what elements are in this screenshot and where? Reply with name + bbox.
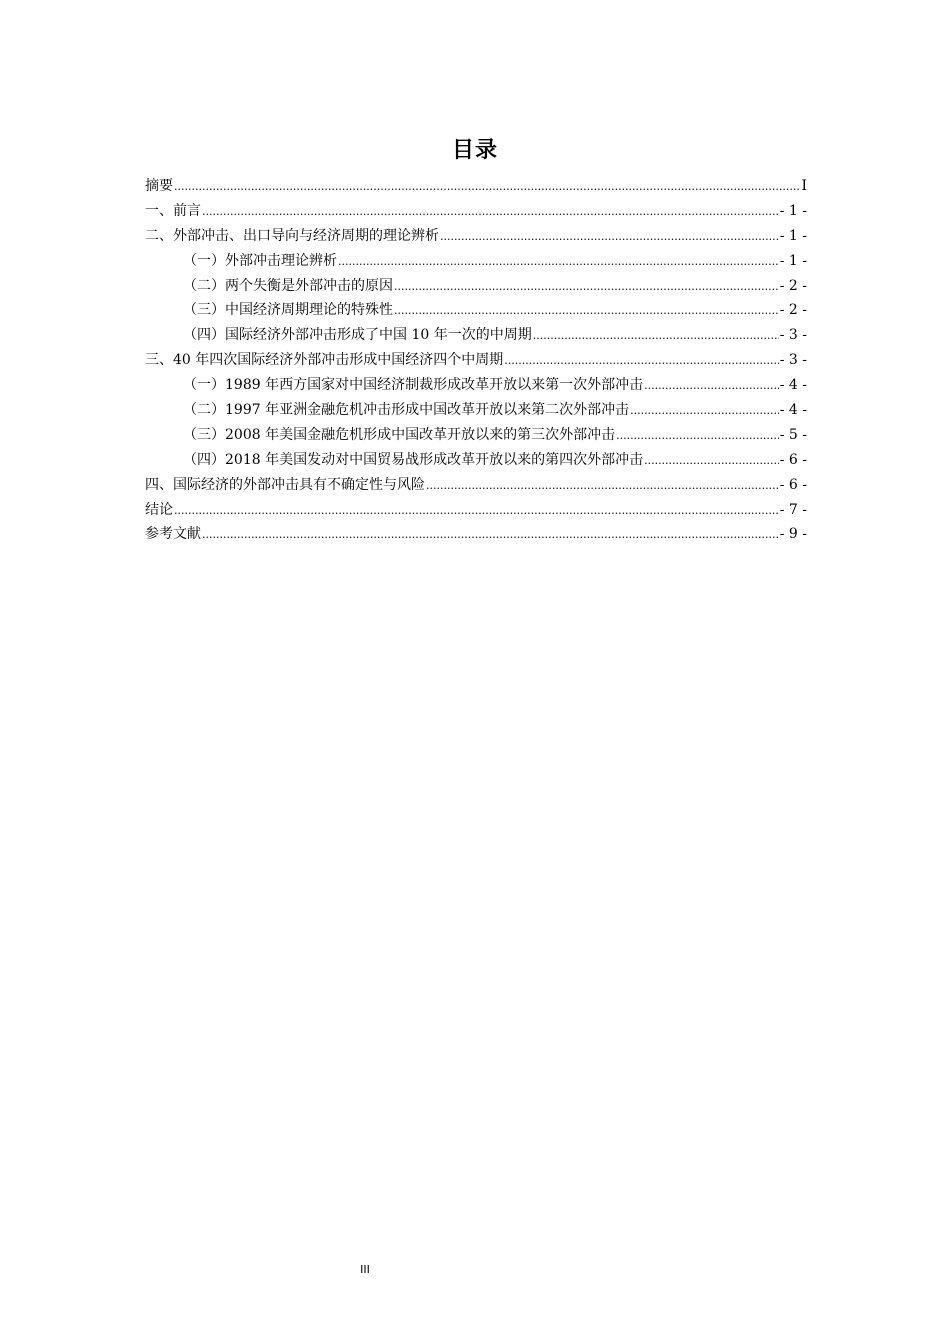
- dot-leader: [616, 424, 779, 449]
- toc-entry-page-number: - 5 -: [779, 426, 807, 443]
- toc-entry[interactable]: [145, 323, 807, 348]
- toc-entry-page-number: I: [801, 178, 807, 194]
- toc-entry-title: 一、前言: [145, 202, 201, 219]
- dot-leader: [426, 474, 779, 499]
- table-of-contents: [145, 174, 807, 547]
- toc-entry[interactable]: [145, 199, 807, 224]
- toc-entry-title: 三、40 年四次国际经济外部冲击形成中国经济四个中周期: [145, 352, 504, 369]
- toc-entry[interactable]: [145, 448, 807, 473]
- dot-leader: [504, 349, 778, 374]
- page-title: 目录: [451, 138, 498, 163]
- toc-entry-title: 四、国际经济的外部冲击具有不确定性与风险: [145, 476, 425, 493]
- toc-entry-title: （一）外部冲击理论辨析: [183, 252, 337, 269]
- dot-leader: [630, 399, 779, 424]
- toc-entry-page-number: - 7 -: [779, 501, 807, 518]
- toc-entry-page-number: - 1 -: [779, 202, 807, 219]
- toc-entry[interactable]: [145, 298, 807, 323]
- toc-entry-page-number: - 1 -: [779, 252, 807, 269]
- toc-entry-page-number: - 1 -: [779, 227, 807, 244]
- toc-entry-page-number: - 6 -: [779, 451, 807, 468]
- toc-entry-page-number: - 4 -: [779, 377, 807, 394]
- toc-entry[interactable]: [145, 274, 807, 299]
- toc-entry-title: （四）2018 年美国发动对中国贸易战形成改革开放以来的第四次外部冲击: [183, 451, 644, 468]
- toc-entry-title: （一）1989 年西方国家对中国经济制裁形成改革开放以来第一次外部冲击: [183, 377, 644, 394]
- toc-entry-title: （四）国际经济外部冲击形成了中国 10 年一次的中周期: [183, 327, 532, 344]
- dot-leader: [338, 250, 779, 275]
- toc-entry[interactable]: [145, 398, 807, 423]
- toc-entry[interactable]: [145, 498, 807, 523]
- toc-entry[interactable]: [145, 522, 807, 547]
- toc-entry[interactable]: [145, 423, 807, 448]
- toc-entry[interactable]: [145, 473, 807, 498]
- toc-entry[interactable]: [145, 373, 807, 398]
- toc-entry[interactable]: [145, 174, 807, 199]
- dot-leader: [644, 449, 779, 474]
- dot-leader: [394, 299, 779, 324]
- toc-entry-title: 参考文献: [145, 526, 201, 543]
- toc-entry-page-number: - 9 -: [779, 526, 807, 543]
- toc-entry[interactable]: [145, 249, 807, 274]
- dot-leader: [440, 225, 779, 250]
- toc-entry-page-number: - 6 -: [779, 476, 807, 493]
- toc-entry-title: （三）中国经济周期理论的特殊性: [183, 302, 393, 319]
- toc-entry-page-number: - 2 -: [779, 302, 807, 319]
- toc-entry-page-number: - 2 -: [779, 277, 807, 294]
- dot-leader: [174, 175, 800, 200]
- toc-entry-page-number: - 4 -: [779, 402, 807, 419]
- dot-leader: [174, 499, 779, 524]
- toc-entry-page-number: - 3 -: [779, 327, 807, 344]
- dot-leader: [202, 200, 779, 225]
- toc-entry-title: （三）2008 年美国金融危机形成中国改革开放以来的第三次外部冲击: [183, 426, 616, 443]
- toc-entry-title: 二、外部冲击、出口导向与经济周期的理论辨析: [145, 227, 439, 244]
- toc-entry[interactable]: [145, 348, 807, 373]
- toc-entry[interactable]: [145, 224, 807, 249]
- dot-leader: [533, 324, 779, 349]
- toc-entry-title: （二）两个失衡是外部冲击的原因: [183, 277, 393, 294]
- dot-leader: [394, 275, 779, 300]
- dot-leader: [202, 523, 779, 548]
- footer-page-number: III: [360, 1263, 370, 1276]
- toc-entry-title: 结论: [145, 501, 173, 518]
- toc-entry-page-number: - 3 -: [779, 352, 807, 369]
- toc-entry-title: 摘要: [145, 178, 173, 194]
- toc-entry-title: （二）1997 年亚洲金融危机冲击形成中国改革开放以来第二次外部冲击: [183, 402, 630, 419]
- dot-leader: [644, 374, 779, 399]
